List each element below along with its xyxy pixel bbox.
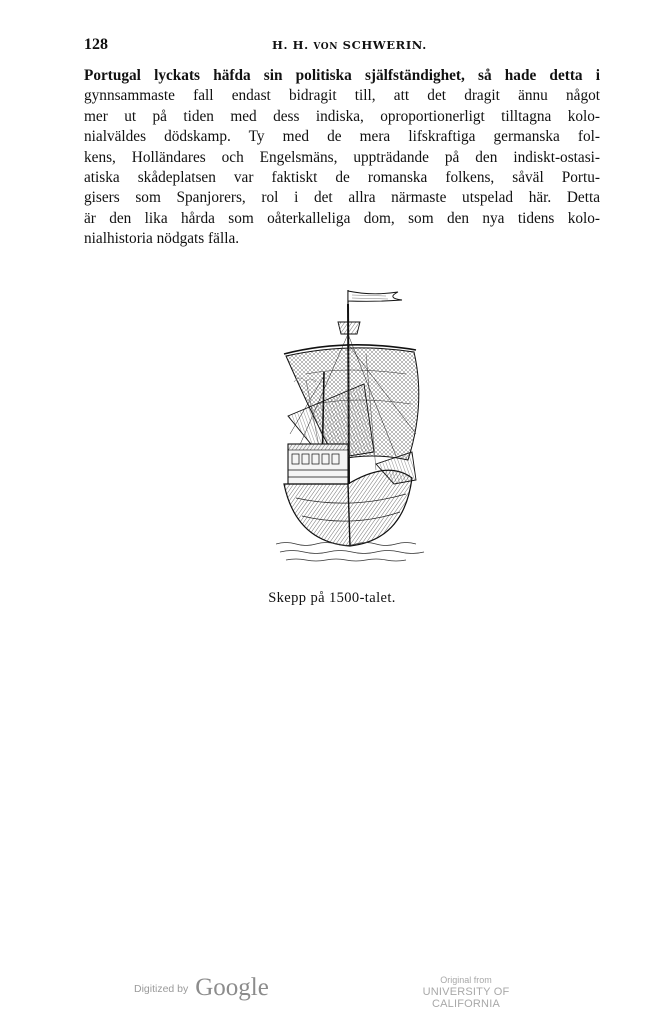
body-paragraph bbox=[84, 66, 600, 250]
running-head-von: VON bbox=[313, 42, 339, 52]
page-number: 128 bbox=[84, 36, 108, 53]
ship-illustration bbox=[276, 284, 426, 574]
original-from-watermark bbox=[395, 975, 537, 1010]
body-line: nialväldes dödskamp. Ty med de mera lifskraftiga germanska fol- bbox=[84, 128, 600, 146]
body-line: mer ut på tiden med dess indiska, oproportionerligt tilltagna kolo- bbox=[84, 107, 600, 125]
university-label: UNIVERSITY OF CALIFORNIA bbox=[422, 986, 510, 1010]
digitized-by-watermark bbox=[134, 974, 269, 1002]
body-line: gisers som Spanjorers, rol i det allra närmaste utspelad här. Detta bbox=[84, 189, 600, 207]
running-head bbox=[272, 38, 427, 52]
body-line: Portugal lyckats häfda sin politiska själfständighet, så hade detta i bbox=[84, 67, 600, 84]
running-head-name: SCHWERIN. bbox=[342, 38, 427, 52]
body-line: gynnsammaste fall endast bidragit till, att det dragit ännu något bbox=[84, 87, 600, 105]
body-line: nialhistoria nödgats fälla. bbox=[84, 230, 240, 248]
running-head-initials: H. H. bbox=[272, 38, 309, 52]
original-from-label: Original from bbox=[440, 975, 492, 985]
body-line: är den lika hårda som oåterkalleliga dom, som den nya tidens kolo- bbox=[84, 209, 600, 227]
google-logo: Google bbox=[195, 974, 269, 1001]
body-line: atiska skådeplatsen var faktiskt de romanska folkens, såväl Portu- bbox=[84, 169, 600, 187]
body-line: kens, Holländares och Engelsmäns, uppträdande på den indiskt-ostasi- bbox=[84, 148, 600, 166]
digitized-by-label: Digitized by bbox=[134, 983, 189, 995]
figure-caption: Skepp på 1500-talet. bbox=[268, 590, 396, 606]
